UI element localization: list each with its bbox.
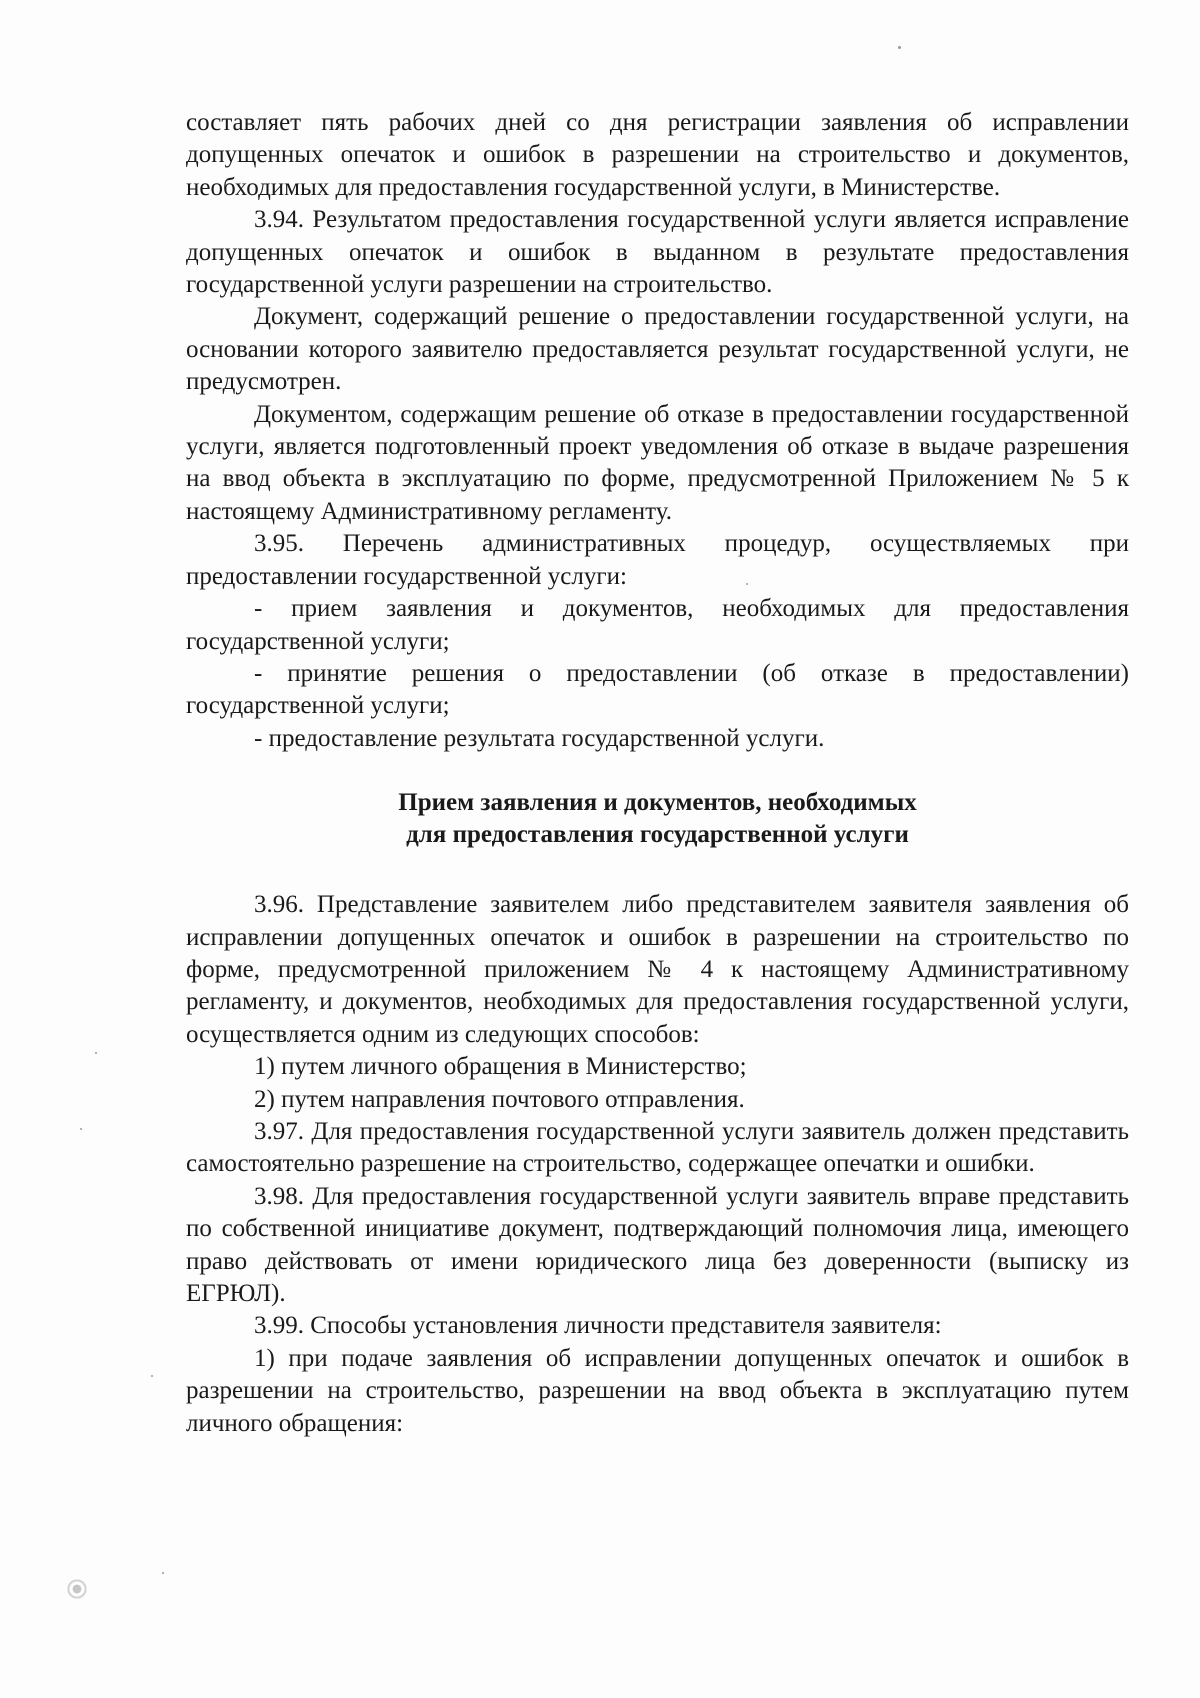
paragraph: 3.96. Представление заявителем либо представителем заявителя заявления об исправлении допущенных опечаток и ошибок в разрешении на строительство по форме, предусмотренной приложением № 4 к настоящему Административному регламенту, и документов, необходимых для предоставления государственной услуги, осуществляется одним из следующих способов:: [186, 891, 1129, 1048]
list-item: - прием заявления и документов, необходимых для предоставления государственной услуги;: [186, 595, 1129, 655]
list-item: - предоставление результата государственной услуги.: [254, 724, 825, 752]
scan-mark: [62, 1574, 92, 1604]
list-item: 1) путем личного обращения в Министерство;: [254, 1053, 747, 1081]
paragraph: 3.99. Способы установления личности представителя заявителя:: [254, 1312, 942, 1340]
scan-speck: [151, 1375, 153, 1377]
scan-speck: [80, 1128, 82, 1130]
list-item: 2) путем направления почтового отправления.: [254, 1085, 745, 1113]
list-item: - принятие решения о предоставлении (об отказе в предоставлении) государственной услуги;: [186, 659, 1129, 720]
scan-speck: [746, 583, 748, 585]
document-body: [186, 107, 1129, 1440]
scan-speck: [898, 46, 901, 49]
paragraph: 3.98. Для предоставления государственной услуги заявитель вправе представить по собственной инициативе документ, подтверждающий полномочия лица, имеющего право действовать от имени юридического лица без доверенности (выписку из ЕГРЮЛ).: [186, 1182, 1129, 1307]
paragraph: Документ, содержащий решение о предоставлении государственной услуги, на основании которого заявителю предоставляется результат государственной услуги, не предусмотрен.: [186, 303, 1129, 396]
paragraph: составляет пять рабочих дней со дня регистрации заявления об исправлении допущенных опечаток и ошибок в разрешении на строительство и документов, необходимых для предоставления государственной услуги, в Министерстве.: [186, 109, 1129, 201]
list-item: 1) при подаче заявления об исправлении допущенных опечаток и ошибок в разрешении на строительство, разрешении на ввод объекта в эксплуатацию путем личного обращения:: [186, 1344, 1129, 1437]
section-heading-line-2: для предоставления государственной услуги: [406, 821, 909, 849]
section-heading: [186, 787, 1129, 851]
scan-speck: [162, 1572, 164, 1574]
scan-speck: [95, 1052, 97, 1054]
paragraph: 3.95. Перечень административных процедур, осуществляемых при предоставлении государственной услуги:: [186, 530, 1129, 590]
paragraph: 3.97. Для предоставления государственной услуги заявитель должен представить самостоятельно разрешение на строительство, содержащее опечатки и ошибки.: [186, 1117, 1129, 1178]
paragraph: Документом, содержащим решение об отказе в предоставлении государственной услуги, является подготовленный проект уведомления об отказе в выдаче разрешения на ввод объекта в эксплуатацию по форме, предусмотренной Приложением № 5 к настоящему Административному регламенту.: [186, 400, 1129, 525]
section-heading-line-1: Прием заявления и документов, необходимых: [398, 789, 917, 817]
paragraph: 3.94. Результатом предоставления государственной услуги является исправление допущенных опечаток и ошибок в выданном в результате предоставления государственной услуги разрешении на строительство.: [186, 206, 1129, 299]
